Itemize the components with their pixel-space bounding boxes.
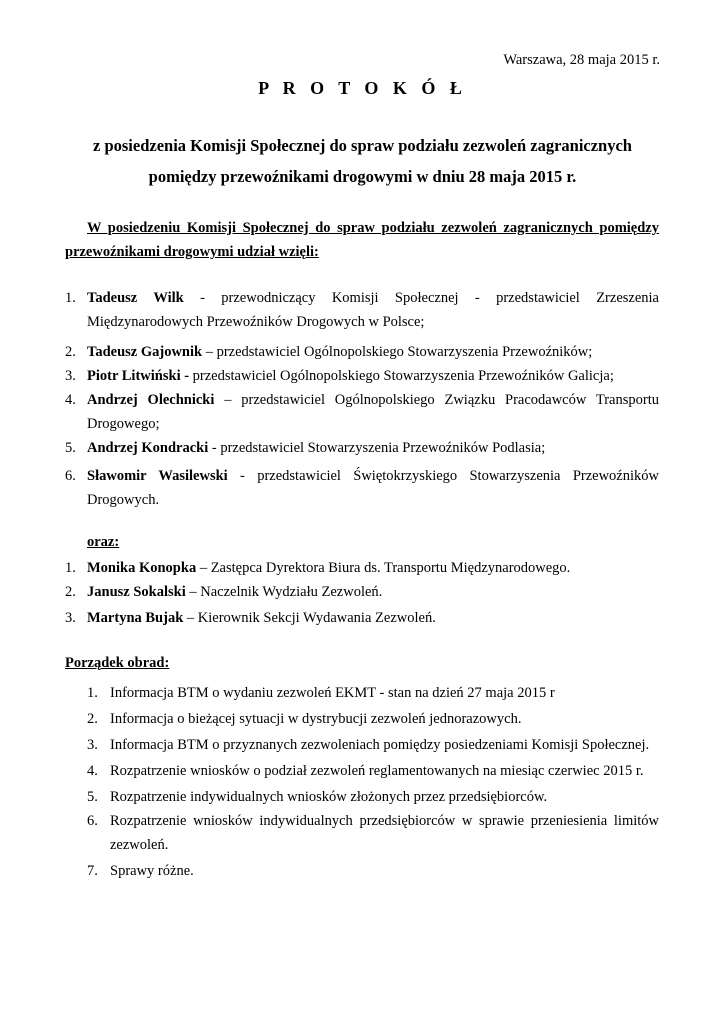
also-present-name: Janusz Sokalski: [87, 584, 186, 600]
also-present-number: 3.: [65, 610, 76, 626]
agenda-heading: Porządek obrad:: [65, 655, 170, 671]
agenda-item: [87, 785, 659, 809]
participant-name: Tadeusz Wilk: [87, 290, 184, 306]
subtitle-line-1: z posiedzenia Komisji Społecznej do spraw podziału zezwoleń zagranicznych: [93, 136, 632, 155]
agenda-text: Informacja BTM o przyznanych zezwoleniach pomiędzy posiedzeniami Komisji Społecznej.: [110, 737, 650, 753]
participant-name: Sławomir Wasilewski: [87, 468, 228, 484]
intro-paragraph: W posiedzeniu Komisji Społecznej do spraw podziału zezwoleń zagranicznych pomiędzy przewoźnikami drogowymi udział wzięli:: [65, 220, 659, 260]
subtitle-line-2: pomiędzy przewoźnikami drogowymi w dniu 28 maja 2015 r.: [148, 167, 577, 186]
agenda-number: 1.: [87, 685, 98, 701]
participant-name: Andrzej Olechnicki: [87, 392, 215, 408]
participant-item: [65, 388, 659, 436]
agenda-number: 2.: [87, 711, 98, 727]
also-present-item: [65, 580, 659, 604]
document-date: Warszawa, 28 maja 2015 r.: [503, 52, 660, 68]
also-present-desc: – Kierownik Sekcji Wydawania Zezwoleń.: [183, 610, 436, 626]
participant-item: [65, 464, 659, 512]
also-present-name: Monika Konopka: [87, 560, 197, 576]
agenda-item: [87, 759, 659, 783]
also-present-name: Martyna Bujak: [87, 610, 184, 626]
participant-item: [65, 286, 659, 334]
participant-name: Andrzej Kondracki: [87, 440, 209, 456]
also-present-desc: – Naczelnik Wydziału Zezwoleń.: [185, 584, 383, 600]
participant-number: 1.: [65, 290, 76, 306]
participant-desc: – przedstawiciel Ogólnopolskiego Stowarzyszenia Przewoźników;: [202, 344, 593, 360]
document-subtitle: [60, 130, 665, 192]
also-present-item: [65, 606, 659, 630]
agenda-text: Rozpatrzenie wniosków o podział zezwoleń reglamentowanych na miesiąc czerwiec 2015 r.: [110, 763, 644, 779]
also-present-desc: – Zastępca Dyrektora Biura ds. Transportu Międzynarodowego.: [196, 560, 571, 576]
agenda-text: Sprawy różne.: [110, 863, 194, 879]
participant-name: Tadeusz Gajownik: [87, 344, 203, 360]
participant-number: 6.: [65, 468, 76, 484]
participant-number: 2.: [65, 344, 76, 360]
participant-item: [65, 340, 659, 364]
agenda-text: Rozpatrzenie wniosków indywidualnych przedsiębiorców w sprawie przeniesienia limitów zezwoleń.: [110, 813, 659, 853]
agenda-item: [87, 809, 659, 857]
agenda-number: 5.: [87, 789, 98, 805]
participant-number: 3.: [65, 368, 76, 384]
agenda-text: Informacja BTM o wydaniu zezwoleń EKMT - stan na dzień 27 maja 2015 r: [110, 685, 555, 701]
participant-item: [65, 436, 659, 460]
agenda-number: 3.: [87, 737, 98, 753]
participant-number: 5.: [65, 440, 76, 456]
agenda-text: Informacja o bieżącej sytuacji w dystrybucji zezwoleń jednorazowych.: [110, 711, 522, 727]
agenda-number: 6.: [87, 813, 98, 829]
participant-name: Piotr Litwiński -: [87, 368, 190, 384]
agenda-number: 4.: [87, 763, 98, 779]
document-title: P R O T O K Ó Ł: [258, 78, 467, 98]
also-present-item: [65, 556, 659, 580]
also-present-number: 1.: [65, 560, 76, 576]
also-present-number: 2.: [65, 584, 76, 600]
agenda-item: [87, 681, 659, 705]
agenda-item: [87, 859, 659, 883]
participant-desc: - przedstawiciel Stowarzyszenia Przewoźników Podlasia;: [208, 440, 546, 456]
participant-desc: - przewodniczący Komisji Społecznej - przedstawiciel Zrzeszenia Międzynarodowych Przewoźników Drogowych w Polsce;: [87, 290, 659, 330]
participant-item: [65, 364, 659, 388]
agenda-item: [87, 733, 659, 757]
agenda-number: 7.: [87, 863, 98, 879]
agenda-text: Rozpatrzenie indywidualnych wniosków złożonych przez przedsiębiorców.: [110, 789, 548, 805]
participant-number: 4.: [65, 392, 76, 408]
also-present-heading: oraz:: [87, 534, 120, 550]
participant-desc: przedstawiciel Ogólnopolskiego Stowarzyszenia Przewoźników Galicja;: [189, 368, 614, 384]
participant-desc: - przedstawiciel Świętokrzyskiego Stowarzyszenia Przewoźników Drogowych.: [87, 468, 659, 508]
participant-desc: – przedstawiciel Ogólnopolskiego Związku Pracodawców Transportu Drogowego;: [87, 392, 659, 432]
agenda-item: [87, 707, 659, 731]
